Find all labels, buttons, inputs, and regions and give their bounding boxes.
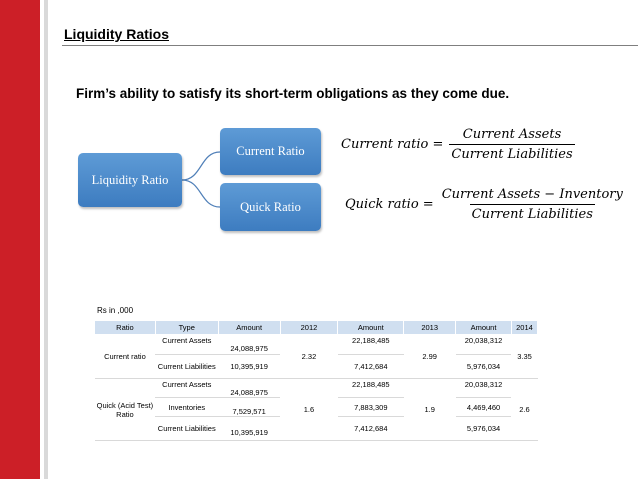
amount-cell <box>456 379 512 398</box>
amount-cell <box>218 379 280 398</box>
formula-fraction <box>449 127 574 162</box>
amount-cell: 5,976,034 <box>456 417 512 441</box>
amount-cell: 5,976,034 <box>456 355 512 379</box>
amount-cell: 10,395,919 <box>218 355 280 379</box>
ratio-value-cell: 1.9 <box>404 379 456 441</box>
amount-cell <box>218 417 280 441</box>
type-label: Current Assets <box>162 336 212 345</box>
formula-denominator: Current Liabilities <box>449 144 574 162</box>
connector-to-current-ratio <box>182 152 220 180</box>
connector-to-quick-ratio <box>182 180 220 207</box>
table-header-cell: 2013 <box>404 321 456 335</box>
ratio-value-cell: 2.32 <box>280 335 338 379</box>
table-header-row <box>95 321 538 335</box>
table-row <box>95 379 538 398</box>
slide-subtitle: Firm’s ability to satisfy its short-term obligations as they come due. <box>76 86 510 101</box>
formula-numerator: Current Assets <box>462 127 562 142</box>
node-quick-ratio: Quick Ratio <box>220 183 321 231</box>
amount-value: 10,395,919 <box>230 428 268 437</box>
ratio-value-cell: 1.6 <box>280 379 338 441</box>
amount-value: 20,038,312 <box>464 336 503 345</box>
ratio-value-cell: 3.35 <box>511 335 537 379</box>
current-ratio-formula <box>341 127 575 162</box>
type-cell <box>155 379 218 398</box>
table-header-cell: Amount <box>338 321 404 335</box>
type-cell <box>155 335 218 355</box>
type-cell: Current Liabilities <box>155 417 218 441</box>
table-header-cell: Ratio <box>95 321 156 335</box>
table-row <box>95 335 538 355</box>
amount-value: 20,038,312 <box>464 379 503 389</box>
amount-value: 22,188,485 <box>352 379 390 389</box>
table-header-cell: 2014 <box>511 321 537 335</box>
amount-value: 24,088,975 <box>230 344 268 353</box>
amount-value: 7,529,571 <box>232 406 266 416</box>
amount-cell: 7,412,684 <box>338 417 404 441</box>
table-header-cell: Amount <box>456 321 512 335</box>
slide-title: Liquidity Ratios <box>64 26 169 42</box>
amount-cell <box>456 335 512 355</box>
amount-value: 24,088,975 <box>230 387 268 397</box>
amount-cell: 7,883,309 <box>338 398 404 417</box>
type-cell: Current Liabilities <box>155 355 218 379</box>
amount-cell <box>338 335 404 355</box>
ratios-table <box>94 320 538 441</box>
quick-ratio-formula <box>345 187 625 222</box>
type-cell: Inventories <box>155 398 218 417</box>
formula-fraction <box>440 187 625 222</box>
amount-cell <box>338 379 404 398</box>
table-header-cell: Amount <box>218 321 280 335</box>
node-liquidity-ratio: Liquidity Ratio <box>78 153 182 207</box>
amount-cell: 7,412,684 <box>338 355 404 379</box>
table-header-cell: 2012 <box>280 321 338 335</box>
formula-denominator: Current Liabilities <box>470 204 595 222</box>
node-current-ratio: Current Ratio <box>220 128 321 175</box>
ratio-name-cell: Current ratio <box>95 335 156 379</box>
amount-value: 22,188,485 <box>352 336 390 345</box>
formula-lhs: Quick ratio = <box>345 197 434 212</box>
amount-cell <box>218 335 280 355</box>
ratio-name-cell: Quick (Acid Test) Ratio <box>95 379 156 441</box>
ratio-value-cell: 2.99 <box>404 335 456 379</box>
formula-numerator: Current Assets − Inventory <box>441 187 623 202</box>
formula-lhs: Current ratio = <box>341 137 444 152</box>
amount-cell <box>218 398 280 417</box>
unit-note: Rs in ,000 <box>97 306 134 315</box>
ratio-value-cell: 2.6 <box>511 379 537 441</box>
table-header-cell: Type <box>155 321 218 335</box>
amount-cell: 4,469,460 <box>456 398 512 417</box>
type-label: Current Assets <box>162 379 212 389</box>
